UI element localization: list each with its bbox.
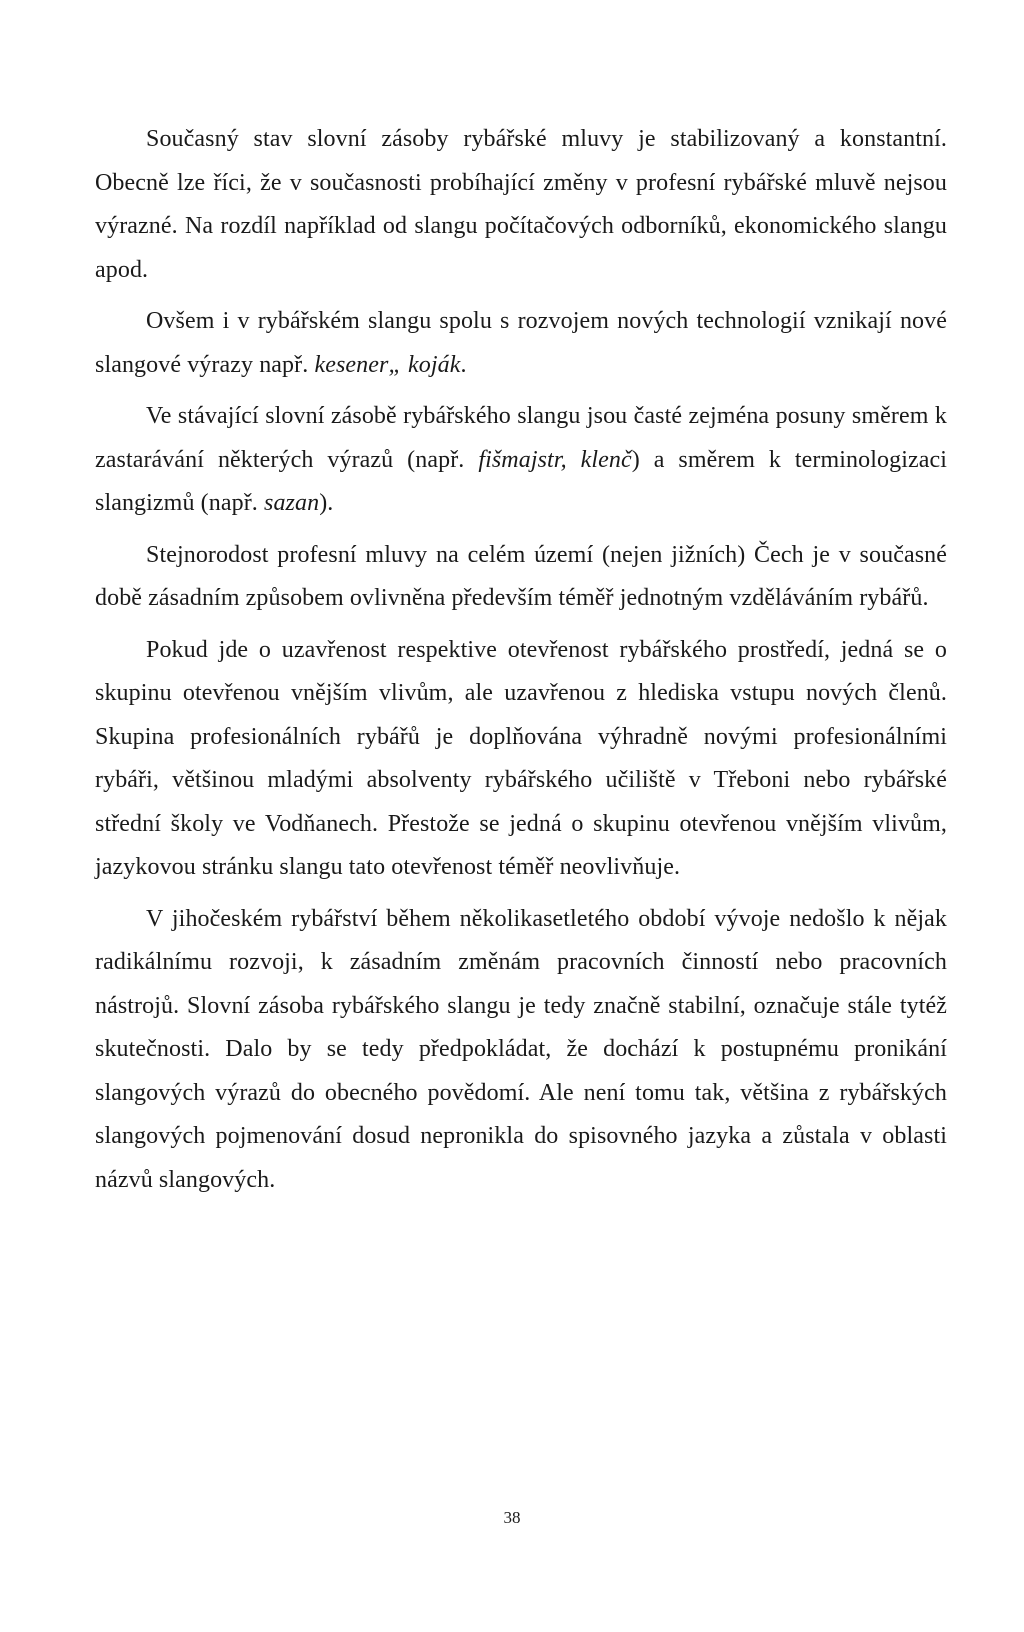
paragraph <box>95 898 947 1203</box>
paragraph <box>95 118 947 292</box>
text-run: Ovšem i v rybářském slangu spolu s rozvojem nových technologií vznikají nové slangové výrazy např. <box>95 308 947 378</box>
paragraph <box>95 300 947 387</box>
italic-term: fišmajstr, klenč <box>478 446 632 473</box>
text-run: ) a směrem k terminologizaci slangizmů (např. <box>95 446 947 516</box>
text-run: ). <box>319 490 334 516</box>
italic-term: sazan <box>264 490 320 516</box>
text-run: Ve stávající slovní zásobě rybářského slangu jsou časté zejména posuny směrem k zastarávání některých výrazů (např. <box>95 403 947 473</box>
text-run: Stejnorodost profesní mluvy na celém území (nejen jižních) Čech je v současné době zásadním způsobem ovlivněna především téměř jednotným vzděláváním rybářů. <box>95 541 947 611</box>
paragraph <box>95 534 947 621</box>
page-number: 38 <box>503 1508 521 1527</box>
text-run: Pokud jde o uzavřenost respektive otevřenost rybářského prostředí, jedná se o skupinu otevřenou vnějším vlivům, ale uzavřenou z hlediska vstupu nových členů. Skupina profesionálních rybářů je doplňována výhradně novými profesionálními rybáři, většinou mladými absolventy rybářského učiliště v Třeboni nebo rybářské střední školy ve Vodňanech. Přestože se jedná o skupinu otevřenou vnějším vlivům, jazykovou stránku slangu tato otevřenost téměř neovlivňuje. <box>95 636 947 880</box>
text-run: . <box>460 351 467 378</box>
document-body <box>95 118 947 1210</box>
italic-term: kesener„ koják <box>314 351 461 378</box>
text-run: V jihočeském rybářství během několikasetletého období vývoje nedošlo k nějak radikálnímu rozvoji, k zásadním změnám pracovních činností nebo pracovních nástrojů. Slovní zásoba rybářského slangu je tedy značně stabilní, označuje stále tytéž skutečnosti. Dalo by se tedy předpokládat, že dochází k postupnému pronikání slangových výrazů do obecného povědomí. Ale není tomu tak, většina z rybářských slangových pojmenování dosud nepronikla do spisovného jazyka a zůstala v oblasti názvů slangových. <box>95 905 947 1193</box>
text-run: Současný stav slovní zásoby rybářské mluvy je stabilizovaný a konstantní. Obecně lze říci, že v současnosti probíhající změny v profesní rybářské mluvě nejsou výrazné. Na rozdíl například od slangu počítačových odborníků, ekonomického slangu apod. <box>95 126 947 283</box>
paragraph <box>95 395 947 526</box>
paragraph <box>95 629 947 890</box>
